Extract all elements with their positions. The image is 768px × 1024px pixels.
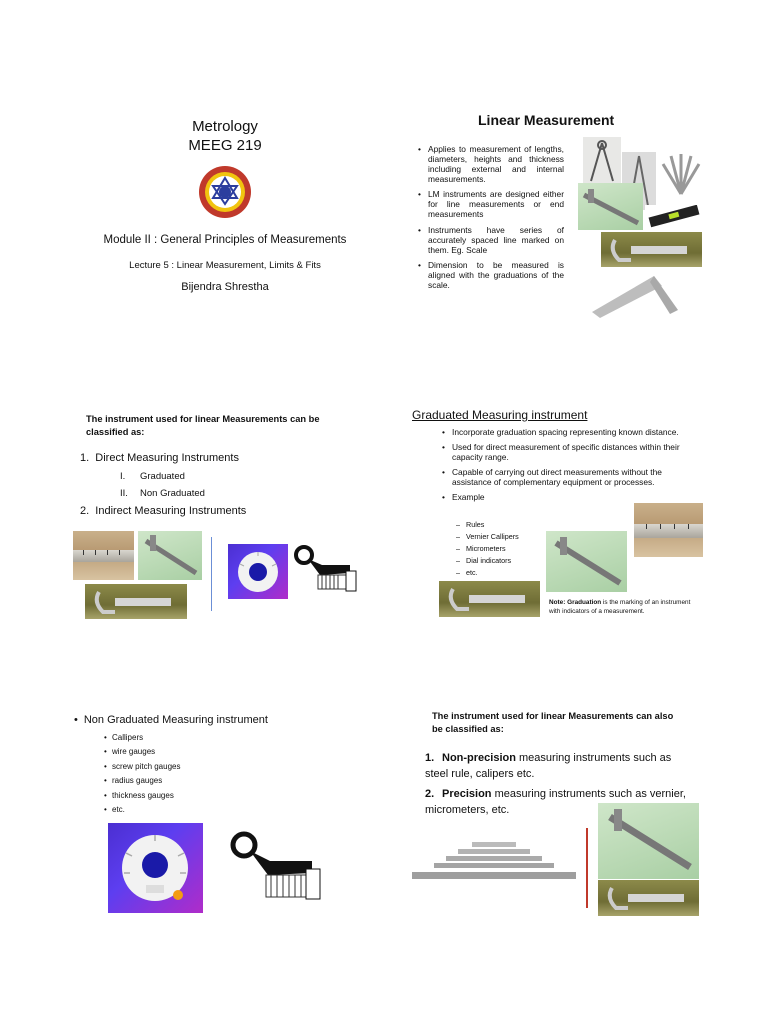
micrometer-image <box>439 581 540 617</box>
list-item: • radius gauges <box>104 776 163 786</box>
slide2-bullets <box>418 144 564 290</box>
list-item: • Incorporate graduation spacing representing known distance. <box>442 427 694 438</box>
list-item: • etc. <box>104 805 125 815</box>
slide5-title <box>74 714 268 726</box>
slide6-item-non-precision <box>425 751 690 783</box>
wire-gauge-image <box>228 544 288 599</box>
slide3-heading: The instrument used for linear Measurements can be classified as: <box>86 414 320 437</box>
micrometer-image <box>601 232 702 267</box>
sub-label: Non Graduated <box>140 488 205 499</box>
example-label: etc. <box>466 568 478 577</box>
item-text: measuring instruments such as vernier, micrometers, etc. <box>425 788 686 816</box>
list-item: • Applies to measurement of lengths, diameters, heights and thickness including external and internal measurements. <box>418 144 564 184</box>
item-label: screw pitch gauges <box>112 761 181 771</box>
slide1-lecture: Lecture 5 : Linear Measurement, Limits & Fits <box>129 260 321 271</box>
list-item: • LM instruments are designed either for line measurements or end measurements <box>418 189 564 219</box>
list-item: • Dimension to be measured is aligned with the graduations of the scale. <box>418 260 564 290</box>
steel-rule-image <box>634 503 703 557</box>
vernier-caliper-image <box>598 803 699 879</box>
divider-line <box>586 828 588 908</box>
micrometer-image <box>598 880 699 916</box>
list-item: • Capable of carrying out direct measurements without the assistance of complementary equipment or processes. <box>442 467 694 488</box>
item-number: 1. <box>425 752 435 764</box>
example-label: Vernier Callipers <box>466 532 519 541</box>
vernier-caliper-image <box>138 531 202 580</box>
list-item: • wire gauges <box>104 747 156 757</box>
item-bold-term: Non-precision <box>442 752 516 764</box>
slide5-items <box>104 731 180 817</box>
example-label: Rules <box>466 520 485 529</box>
screw-pitch-gauge-image <box>292 543 359 595</box>
note-label: Note: Graduation <box>549 599 602 606</box>
slide6-heading: The instrument used for linear Measurements can also be classified as: <box>432 711 674 735</box>
list-item: – Dial indicators <box>456 556 512 565</box>
list-item: • Callipers <box>104 733 144 742</box>
slide3-item-direct: 1. Direct Measuring Instruments <box>80 452 239 464</box>
screw-pitch-gauge-image <box>228 829 326 904</box>
micrometer-image <box>85 584 187 619</box>
slide1-title-line2: MEEG 219 <box>188 137 262 154</box>
slide5-title-text: Non Graduated Measuring instrument <box>83 714 268 726</box>
steel-rules-stack-image <box>410 838 578 886</box>
spirit-level-image <box>645 205 703 229</box>
list-item: • Instruments have series of accurately spaced line marked on them. Eg. Scale <box>418 225 564 255</box>
list-item: • screw pitch gauges <box>104 761 181 771</box>
item-label: radius gauges <box>112 776 163 786</box>
slide3-sub-graduated <box>120 471 185 482</box>
slide3-item-indirect: 2. Indirect Measuring Instruments <box>80 505 247 517</box>
item-text: measuring instruments such as steel rule, calipers etc. <box>425 752 672 780</box>
slide2-title: Linear Measurement <box>478 112 615 128</box>
roman-numeral: II. <box>120 488 128 499</box>
slide1-module: Module II : General Principles of Measurements <box>103 234 347 246</box>
divider-line <box>211 537 212 611</box>
slide3-sub-non-graduated <box>120 488 205 499</box>
vernier-caliper-image <box>546 531 627 592</box>
list-item: • Used for direct measurement of specific distances within their capacity range. <box>442 442 694 463</box>
vernier-caliper-image <box>578 183 643 230</box>
dividers-image <box>583 137 621 185</box>
example-label: Micrometers <box>466 544 506 553</box>
wire-gauge-image <box>108 823 203 913</box>
bullet-icon: • <box>74 714 78 726</box>
slide4-examples <box>456 519 519 579</box>
item-label: Callipers <box>112 733 144 742</box>
slide4-title: Graduated Measuring instrument <box>412 408 588 422</box>
example-label: Dial indicators <box>466 556 512 565</box>
graduation-note <box>549 599 699 616</box>
university-logo <box>197 164 253 220</box>
note-text: is the marking of an instrument with indicators of a measurement. <box>549 599 691 615</box>
slide4-bullets <box>442 427 694 502</box>
list-item: – Vernier Callipers <box>456 532 519 541</box>
slide1-title-line1: Metrology <box>192 118 258 135</box>
roman-numeral: I. <box>120 471 126 482</box>
item-number: 2. <box>425 788 435 800</box>
list-item: – etc. <box>456 568 478 577</box>
steel-rule-image <box>73 531 134 580</box>
item-label: etc. <box>112 805 125 815</box>
list-item: – Rules <box>456 520 485 529</box>
feeler-gauge-image <box>659 150 703 200</box>
slide-1 <box>60 110 390 340</box>
sub-label: Graduated <box>140 471 185 482</box>
list-item: • Example <box>442 492 694 503</box>
item-label: thickness gauges <box>112 790 174 800</box>
item-bold-term: Precision <box>442 788 492 800</box>
list-item: • thickness gauges <box>104 790 174 800</box>
item-label: wire gauges <box>112 747 156 757</box>
list-item: – Micrometers <box>456 544 506 553</box>
try-square-image <box>588 272 684 318</box>
slide1-author: Bijendra Shrestha <box>181 281 269 293</box>
